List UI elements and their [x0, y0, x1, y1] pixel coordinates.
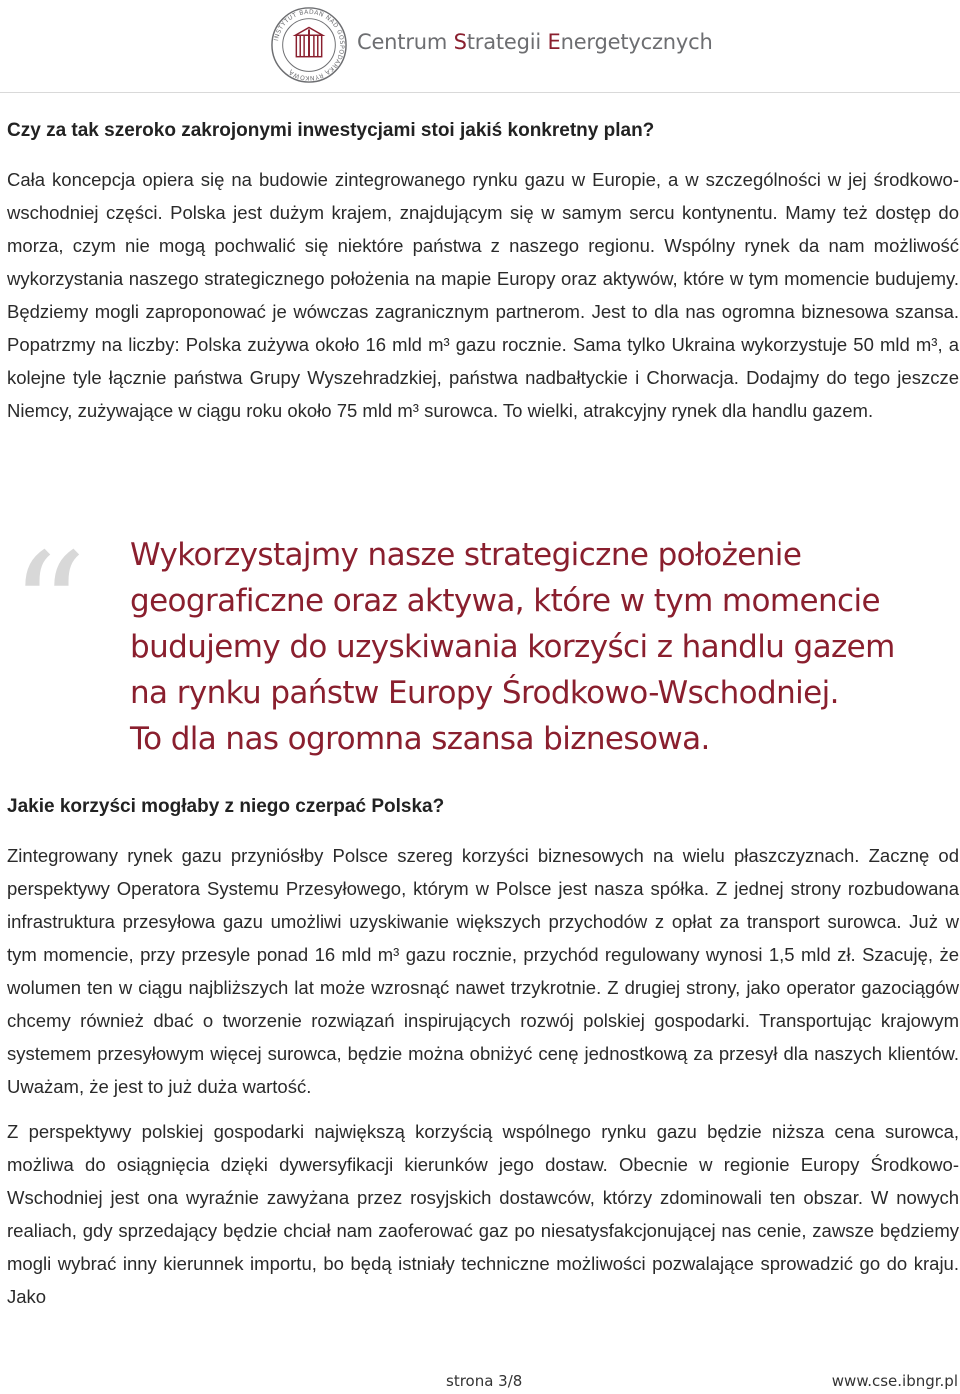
- paragraph: Cała koncepcja opiera się na budowie zintegrowanego rynku gazu w Europie, a w szczególności w jej środkowo-wschodniej części. Polska jest dużym krajem, znajdującym się w samym sercu kontynentu. Mamy też dostęp do morza, czym nie mogą pochwalić się niektóre państwa z naszego regionu. Wspólny rynek da nam możliwość wykorzystania naszego strategicznego położenia na mapie Europy oraz aktywów, które w tym momencie budujemy. Będziemy mogli zaproponować je wówczas zagranicznym partnerom. Jest to dla nas ogromna biznesowa szansa. Popatrzmy na liczby: Polska zużywa około 16 mld m³ gazu rocznie. Sama tylko Ukraina wykorzystuje 50 mld m³, a kolejne tyle łącznie państwa Grupy Wyszehradzkiej, państwa nadbałtyckie i Chorwacja. Dodajmy do tego jeszcze Niemcy, zużywające w ciągu roku około 75 mld m³ surowca. To wielki, atrakcyjny rynek dla handlu gazem.: [7, 169, 959, 421]
- pull-quote: [0, 522, 960, 772]
- quote-mark-icon: “: [10, 522, 87, 696]
- pull-quote-line: na rynku państw Europy Środkowo-Wschodniej.: [130, 675, 839, 711]
- page-number: strona 3/8: [446, 1372, 523, 1390]
- pull-quote-text: [130, 532, 950, 762]
- section-2: [7, 794, 959, 1313]
- pull-quote-line: Wykorzystajmy nasze strategiczne położenie: [130, 537, 802, 573]
- question-heading: Jakie korzyści mogłaby z niego czerpać Polska?: [7, 796, 445, 817]
- paragraph: Z perspektywy polskiej gospodarki największą korzyścią wspólnego rynku gazu będzie niższa cena surowca, możliwa do osiągnięcia dzięki dywersyfikacji kierunków jego dostaw. Obecnie w regionie Europy Środkowo-Wschodniej jest ona wyraźnie zawyżana przez rosyjskich dostawców, którzy zdominowali ten obszar. W nowych realiach, gdy sprzedający będzie chciał nam zaoferować gaz po niesatysfakcjonującej nas cenie, zawsze będziemy mogli wybrać inny kierunnek importu, bo będą istniały techniczne możliwości pozwalające sprowadzić go do kraju. Jako: [7, 1121, 959, 1307]
- pull-quote-line: geograficzne oraz aktywa, które w tym momencie: [130, 583, 880, 619]
- brand-name: Centrum Strategii Energetycznych: [357, 30, 713, 54]
- page-header: [0, 0, 960, 92]
- section-1: [7, 118, 959, 427]
- question-heading: Czy za tak szeroko zakrojonymi inwestycjami stoi jakiś konkretny plan?: [7, 120, 655, 141]
- header-divider: [0, 92, 960, 93]
- paragraph: Zintegrowany rynek gazu przyniósłby Polsce szereg korzyści biznesowych na wielu płaszczyznach. Zacznę od perspektywy Operatora Systemu Przesyłowego, którym w Polsce jest nasza spółka. Z jednej strony rozbudowana infrastruktura przesyłowa gazu umożliwi uzyskiwanie większych przychodów z opłat za transport surowca. Już w tym momencie, przy przesyle ponad 16 mld m³ gazu rocznie, przychód regulowany wynosi 1,5 mld zł. Szacuję, że wolumen ten w ciągu najbliższych lat może wzrosnąć nawet trzykrotnie. Z drugiej strony, jako operator gazociągów chcemy również dbać o tworzenie rozwiązań inspirujących rozwój polskiej gospodarki. Transportując krajowym systemem przesyłowym więcej surowca, będzie można obniżyć cenę jednostkową za przesył dla naszych klientów. Uważam, że jest to już duża wartość.: [7, 845, 959, 1097]
- pull-quote-line: To dla nas ogromna szansa biznesowa.: [130, 721, 710, 757]
- website-link[interactable]: www.cse.ibngr.pl: [831, 1372, 958, 1390]
- pull-quote-line: budujemy do uzyskiwania korzyści z handlu gazem: [130, 629, 895, 665]
- svg-text:INSTYTUT BADAŃ NAD GOSPODARKĄ: INSTYTUT BADAŃ NAD GOSPODARKĄ RYNKOWĄ: [273, 8, 346, 82]
- institute-seal-logo: [270, 6, 348, 84]
